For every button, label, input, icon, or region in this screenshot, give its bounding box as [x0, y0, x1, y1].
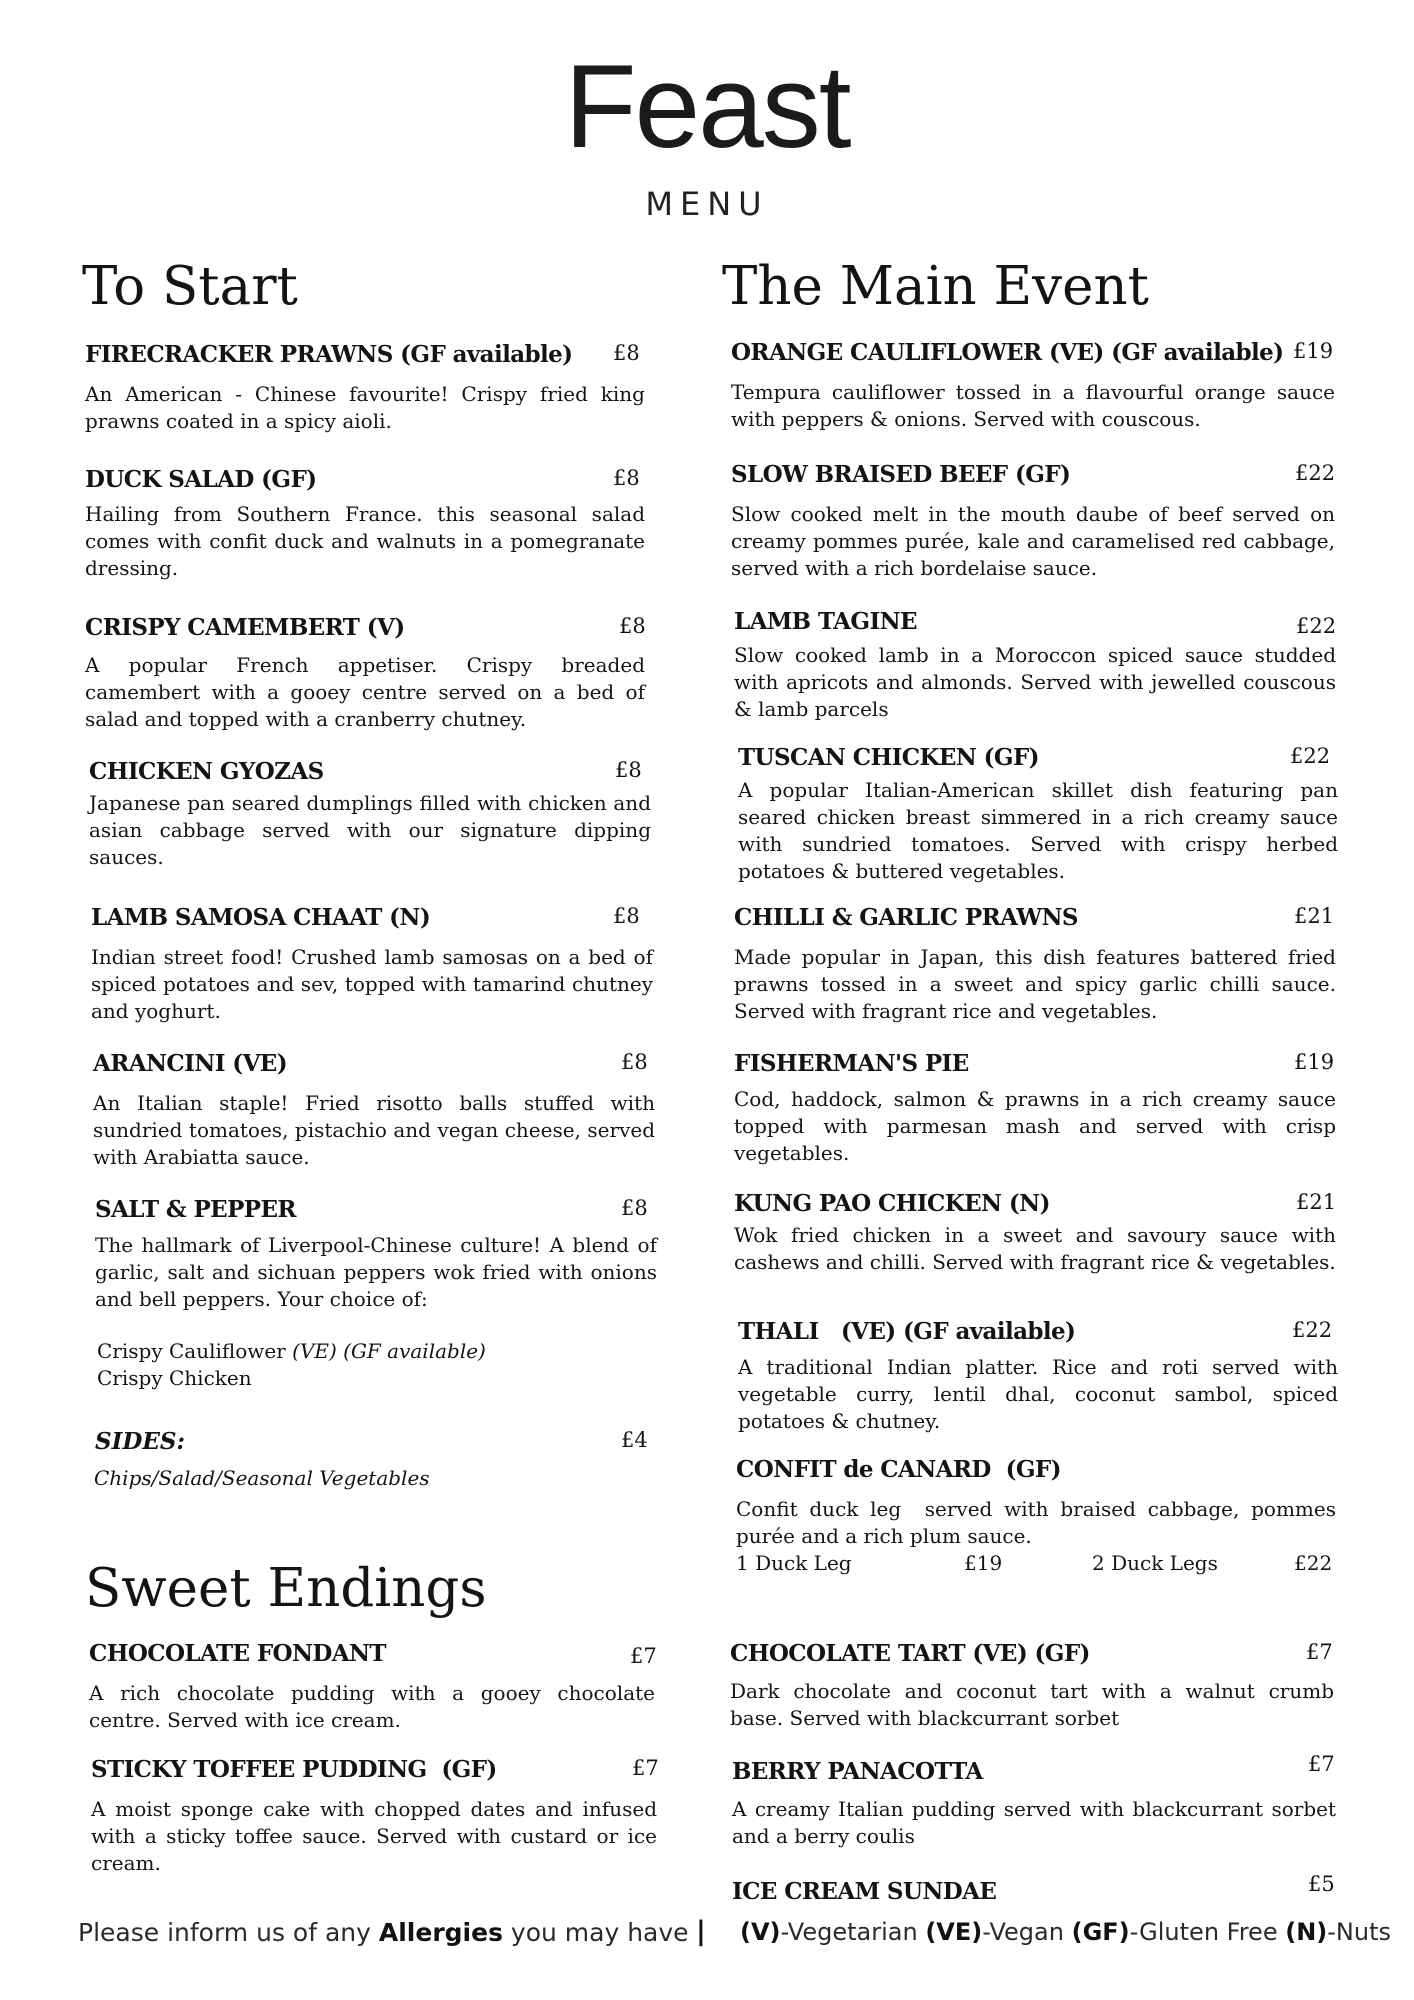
dessert-item-berry-panacotta [732, 1752, 1336, 1848]
main-item-lamb-tagine [734, 608, 1336, 728]
legend-code: (GF) [1071, 1918, 1130, 1946]
dish-price: £21 [1296, 1190, 1337, 1214]
dish-price: £8 [613, 904, 640, 928]
dish-price: £21 [1294, 904, 1335, 928]
dish-price: £22 [1290, 744, 1331, 768]
dish-price: £8 [613, 341, 640, 365]
main-item-chilli-garlic-prawns [734, 904, 1336, 1024]
dish-name: FISHERMAN'S PIE [734, 1050, 969, 1077]
dish-description: Slow cooked lamb in a Moroccon spiced sauce studded with apricots and almonds. Served with jewelled couscous & lamb parcels [734, 643, 1336, 721]
dish-description: Confit duck leg served with braised cabbage, pommes purée and a rich plum sauce. [736, 1497, 1349, 1548]
dish-price: £22 [1296, 614, 1337, 638]
main-item-kung-pao-chicken [734, 1190, 1336, 1305]
dish-name: CHOCOLATE FONDANT [89, 1640, 386, 1667]
main-item-orange-cauliflower [731, 339, 1335, 429]
starter-item-arancini [93, 1050, 655, 1170]
canard-option-label: 2 Duck Legs [1092, 1551, 1218, 1575]
dish-price: £7 [630, 1644, 657, 1668]
choice-name: Crispy Chicken [97, 1366, 252, 1390]
dish-name: STICKY TOFFEE PUDDING (GF) [91, 1756, 497, 1783]
dish-description: A rich chocolate pudding with a gooey chocolate centre. Served with ice cream. [89, 1681, 655, 1732]
dish-name: BERRY PANACOTTA [732, 1758, 983, 1785]
sides-price: £4 [621, 1428, 648, 1452]
main-item-confit-de-canard [736, 1456, 1349, 1586]
dish-description: An American - Chinese favourite! Crispy fried king prawns coated in a spicy aioli. [85, 382, 645, 433]
dish-description: A creamy Italian pudding served with blackcurrant sorbet and a berry coulis [732, 1797, 1336, 1848]
legend-label: -Vegan [982, 1918, 1064, 1946]
dish-name: CHOCOLATE TART (VE) (GF) [730, 1640, 1090, 1667]
dish-description: Hailing from Southern France. this seasonal salad comes with confit duck and walnuts in a pomegranate dressing. [85, 502, 645, 580]
dish-price: £7 [1308, 1752, 1335, 1776]
dish-description: Cod, haddock, salmon & prawns in a rich creamy sauce topped with parmesan mash and served with crisp vegetables. [734, 1087, 1336, 1165]
sides-options: Chips/Salad/Seasonal Vegetables [94, 1466, 430, 1490]
dish-description: The hallmark of Liverpool-Chinese culture! A blend of garlic, salt and sichuan peppers wok fried with onions and bell peppers. Your choice of: [95, 1233, 657, 1311]
starter-item-salt-pepper [95, 1196, 657, 1316]
dish-description: A popular Italian-American skillet dish featuring pan seared chicken breast simmered in a rich creamy sauce with sundried tomatoes. Served with crispy herbed potatoes & buttered vegetables. [738, 778, 1338, 883]
dish-name: ARANCINI (VE) [93, 1050, 288, 1077]
dessert-item-sticky-toffee-pudding [91, 1756, 657, 1876]
starter-item-chicken-gyozas [89, 758, 651, 873]
legend-label: -Gluten Free [1129, 1918, 1278, 1946]
main-item-slow-braised-beef [731, 461, 1335, 581]
main-item-fishermans-pie [734, 1050, 1336, 1165]
allergy-prefix: Please inform us of any [78, 1918, 371, 1947]
dish-name: DUCK SALAD (GF) [85, 466, 317, 493]
dessert-item-chocolate-fondant [89, 1640, 655, 1730]
legend-label: -Nuts [1327, 1918, 1392, 1946]
choice-name: Crispy Cauliflower [97, 1339, 286, 1363]
dessert-item-ice-cream-sundae [732, 1872, 1336, 1908]
dish-price: £7 [1306, 1640, 1333, 1664]
allergy-bold: Allergies [378, 1918, 503, 1947]
dish-description: An Italian staple! Fried risotto balls stuffed with sundried tomatoes, pistachio and vegan cheese, served with Arabiatta sauce. [93, 1091, 655, 1169]
dish-name: THALI (VE) (GF available) [738, 1318, 1076, 1345]
legend-code: (V) [740, 1918, 781, 1946]
dish-price: £8 [621, 1196, 648, 1220]
mains-heading: The Main Event [722, 256, 1149, 317]
dish-price: £7 [632, 1756, 659, 1780]
main-item-tuscan-chicken [738, 744, 1338, 889]
canard-option-price: £19 [964, 1551, 1003, 1575]
legend-code: (N) [1285, 1918, 1328, 1946]
dessert-item-chocolate-tart [730, 1640, 1334, 1730]
dish-price: £8 [613, 466, 640, 490]
dish-description: Made popular in Japan, this dish features battered fried prawns tossed in a sweet and spicy garlic chilli sauce. Served with fragrant rice and vegetables. [734, 945, 1336, 1023]
dish-description: A traditional Indian platter. Rice and roti served with vegetable curry, lentil dhal, coconut sambol, spiced potatoes & chutney. [738, 1355, 1338, 1433]
dietary-legend [740, 1918, 1391, 1946]
dish-description: A moist sponge cake with chopped dates and infused with a sticky toffee sauce. Served with custard or ice cream. [91, 1797, 657, 1875]
allergy-notice [78, 1918, 689, 1947]
starter-item-lamb-samosa-chaat [91, 904, 653, 1024]
dish-price: £22 [1292, 1318, 1333, 1342]
dish-description: Japanese pan seared dumplings filled with chicken and asian cabbage served with our signature dipping sauces. [89, 791, 651, 869]
dish-price: £8 [619, 614, 646, 638]
footer-separator: | [696, 1916, 706, 1947]
choice-crispy-cauliflower [97, 1338, 486, 1365]
choice-tag: (VE) (GF available) [292, 1339, 486, 1363]
dish-name: SLOW BRAISED BEEF (GF) [731, 461, 1071, 488]
dish-name: CONFIT de CANARD (GF) [736, 1456, 1061, 1483]
legend-code: (VE) [925, 1918, 983, 1946]
dish-description: Slow cooked melt in the mouth daube of beef served on creamy pommes purée, kale and caramelised red cabbage, served with a rich bordelaise sauce. [731, 502, 1335, 580]
allergy-suffix: you may have [510, 1918, 689, 1947]
dish-price: £19 [1294, 1050, 1335, 1074]
dish-name: CRISPY CAMEMBERT (V) [85, 614, 405, 641]
dish-name: LAMB SAMOSA CHAAT (N) [91, 904, 431, 931]
canard-option-price: £22 [1294, 1551, 1333, 1575]
dish-price: £19 [1293, 339, 1334, 363]
dish-name: FIRECRACKER PRAWNS (GF available) [85, 341, 573, 368]
desserts-heading: Sweet Endings [85, 1558, 487, 1619]
dish-price: £8 [615, 758, 642, 782]
dish-name: CHILLI & GARLIC PRAWNS [734, 904, 1078, 931]
starters-heading: To Start [82, 256, 298, 317]
dish-price: £5 [1308, 1872, 1335, 1896]
choice-crispy-chicken [97, 1365, 252, 1392]
main-item-thali [738, 1318, 1338, 1433]
canard-option-label: 1 Duck Leg [736, 1551, 852, 1575]
dish-price: £8 [621, 1050, 648, 1074]
legend-label: -Vegetarian [780, 1918, 918, 1946]
starter-item-crispy-camembert [85, 614, 645, 734]
dish-name: ICE CREAM SUNDAE [732, 1878, 997, 1905]
dish-description: Indian street food! Crushed lamb samosas on a bed of spiced potatoes and sev, topped with tamarind chutney and yoghurt. [91, 945, 653, 1023]
dish-name: TUSCAN CHICKEN (GF) [738, 744, 1039, 771]
dish-name: SALT & PEPPER [95, 1196, 296, 1223]
menu-subtitle: MENU [645, 185, 769, 223]
dish-name: KUNG PAO CHICKEN (N) [734, 1190, 1050, 1217]
dish-name: LAMB TAGINE [734, 608, 917, 635]
dish-description: Dark chocolate and coconut tart with a walnut crumb base. Served with blackcurrant sorbet [730, 1679, 1334, 1730]
dish-description: Wok fried chicken in a sweet and savoury sauce with cashews and chilli. Served with fragrant rice & vegetables. [734, 1223, 1336, 1274]
dish-name: CHICKEN GYOZAS [89, 758, 324, 785]
dish-description: A popular French appetiser. Crispy breaded camembert with a gooey centre served on a bed of salad and topped with a cranberry chutney. [85, 653, 645, 731]
feast-logo: Feast [564, 41, 850, 173]
sides-title: SIDES: [95, 1428, 185, 1455]
dish-name: ORANGE CAULIFLOWER (VE) (GF available) [731, 339, 1284, 366]
starter-item-duck-salad [85, 466, 645, 586]
dish-description: Tempura cauliflower tossed in a flavourful orange sauce with peppers & onions. Served with couscous. [731, 380, 1335, 431]
dish-price: £22 [1295, 461, 1336, 485]
starter-item-firecracker-prawns [85, 341, 645, 431]
